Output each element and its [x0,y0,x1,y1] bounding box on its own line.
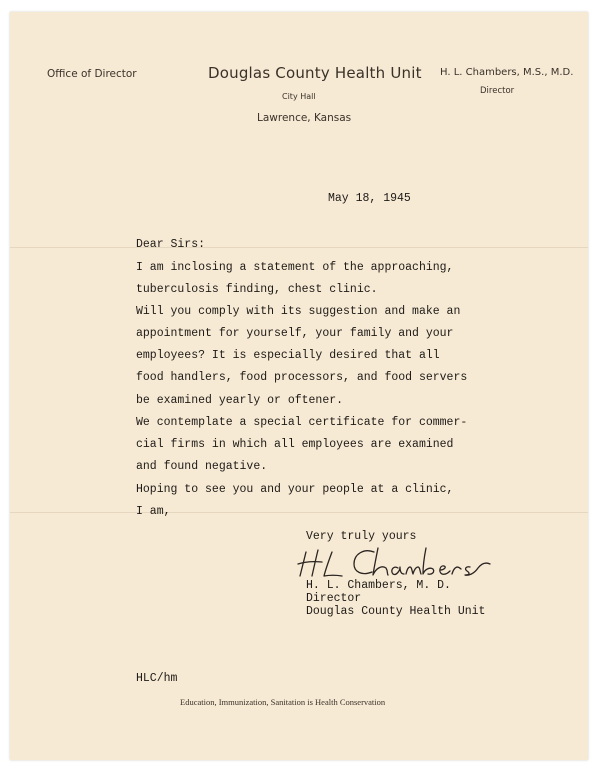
body-line: and found negative. [136,460,268,473]
body-line: employees? It is especially desired that all [136,349,440,362]
body-line: Will you comply with its suggestion and make an [136,305,461,318]
letterhead-organization: Douglas County Health Unit [208,64,422,82]
body-line: be examined yearly or oftener. [136,394,344,407]
body-line: Hoping to see you and your people at a clinic, [136,483,454,496]
signer-organization: Douglas County Health Unit [306,605,486,618]
paper-fold-line [10,512,588,513]
body-line: appointment for yourself, your family and your [136,327,454,340]
body-line: food handlers, food processors, and food servers [136,371,468,384]
letter-date: May 18, 1945 [328,192,411,205]
salutation: Dear Sirs: [136,238,206,251]
paper-fold-line [10,247,588,248]
closing: Very truly yours [306,530,417,543]
letterhead-director-name: H. L. Chambers, M.S., M.D. [440,67,574,78]
reference-initials: HLC/hm [136,672,178,685]
letterhead-building: City Hall [282,92,316,101]
letter-page [10,12,588,760]
signer-title: Director [306,592,362,605]
letterhead-office: Office of Director [47,68,137,80]
body-line: I am, [136,505,171,518]
body-line: I am inclosing a statement of the approaching, [136,261,454,274]
body-line: We contemplate a special certificate for commer- [136,416,468,429]
body-line: tuberculosis finding, chest clinic. [136,283,378,296]
letterhead-director-title: Director [480,86,515,96]
signer-name: H. L. Chambers, M. D. [306,579,451,592]
letterhead-city: Lawrence, Kansas [257,112,352,124]
body-line: cial firms in which all employees are examined [136,438,454,451]
footer-motto: Education, Immunization, Sanitation is Health Conservation [180,697,386,707]
